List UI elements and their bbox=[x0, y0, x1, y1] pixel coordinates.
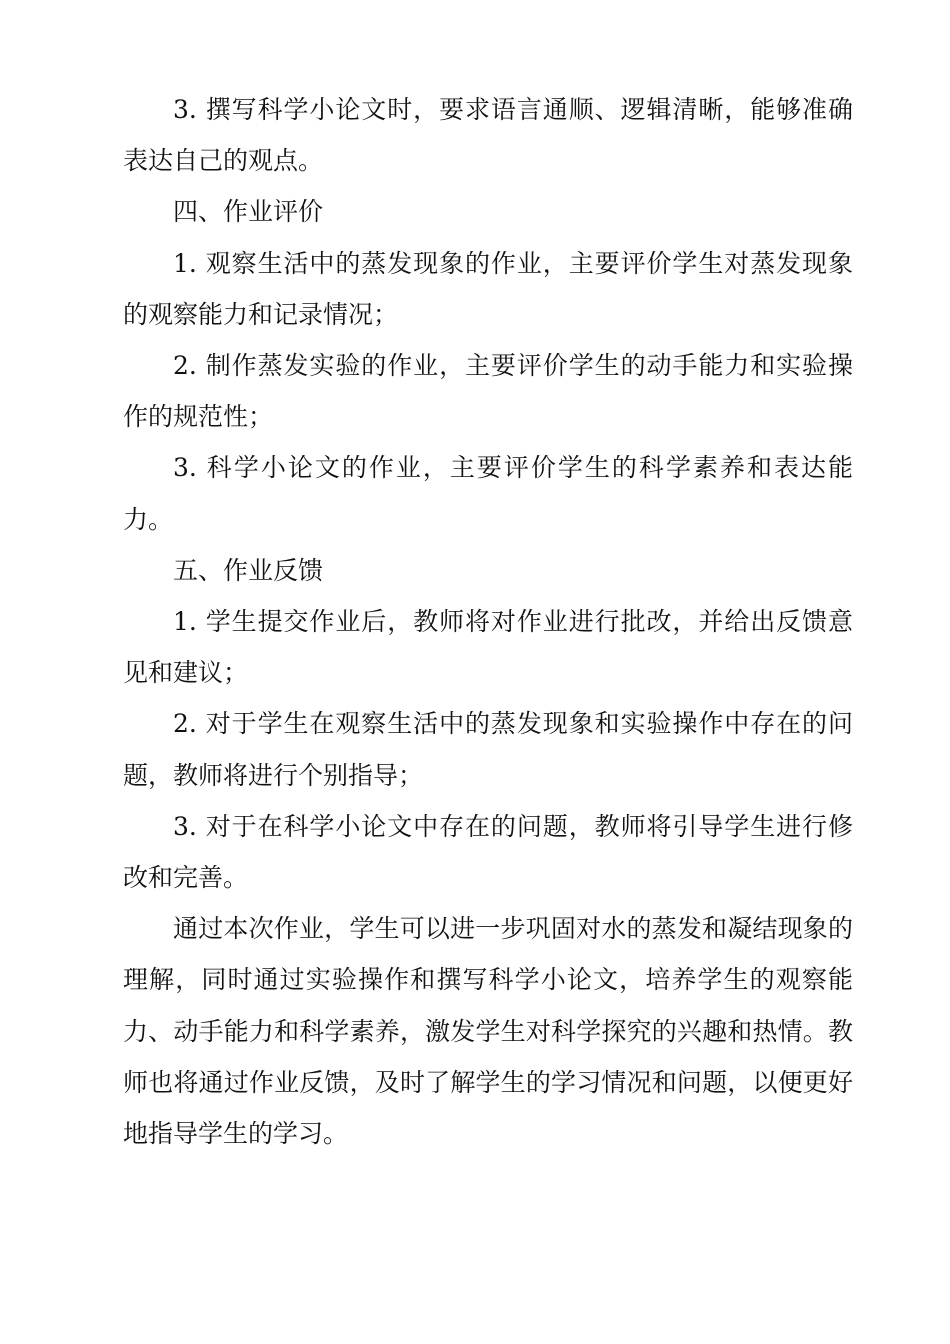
paragraph-feedback-revision: 3. 对于在科学小论文中存在的问题，教师将引导学生进行修改和完善。 bbox=[123, 811, 853, 893]
paragraph-evaluation-essay: 3. 科学小论文的作业，主要评价学生的科学素养和表达能力。 bbox=[123, 453, 853, 534]
paragraph-evaluation-observation: 1. 观察生活中的蒸发现象的作业，主要评价学生对蒸发现象的观察能力和记录情况； bbox=[123, 248, 853, 329]
section-heading-feedback: 五、作业反馈 bbox=[173, 555, 324, 585]
paragraph-conclusion: 通过本次作业，学生可以进一步巩固对水的蒸发和凝结现象的理解，同时通过实验操作和撰写科学小论文，培养学生的观察能力、动手能力和科学素养，激发学生对科学探究的兴趣和热情。教师也将通过作业反馈，及时了解学生的学习情况和问题，以便更好地指导学生的学习。 bbox=[123, 914, 853, 1149]
paragraph-feedback-guidance: 2. 对于学生在观察生活中的蒸发现象和实验操作中存在的问题，教师将进行个别指导； bbox=[123, 709, 853, 790]
paragraph-feedback-grading: 1. 学生提交作业后，教师将对作业进行批改，并给出反馈意见和建议； bbox=[123, 607, 853, 688]
paragraph-evaluation-experiment: 2. 制作蒸发实验的作业，主要评价学生的动手能力和实验操作的规范性； bbox=[123, 351, 853, 432]
paragraph-writing-requirement: 3. 撰写科学小论文时，要求语言通顺、逻辑清晰，能够准确表达自己的观点。 bbox=[123, 95, 853, 176]
document-body bbox=[123, 84, 853, 1159]
section-heading-evaluation: 四、作业评价 bbox=[173, 197, 324, 227]
